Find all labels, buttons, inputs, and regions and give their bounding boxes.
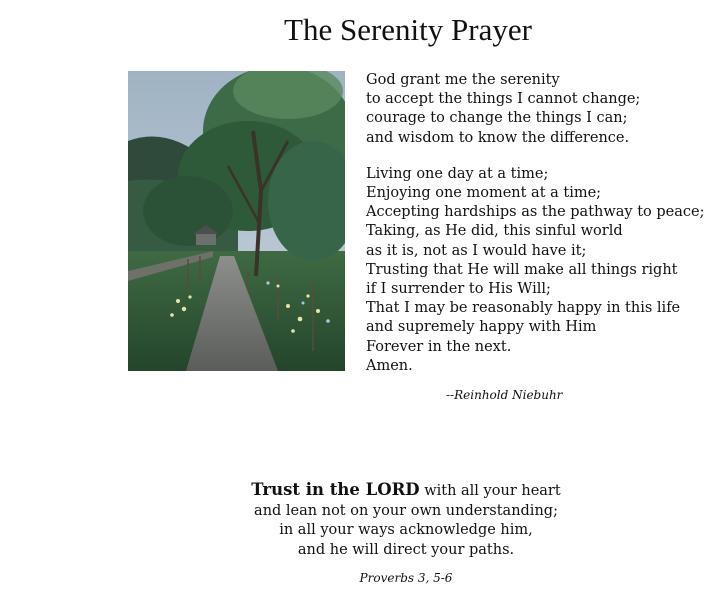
prayer-line: if I surrender to His Will; <box>366 281 551 298</box>
prayer-line: That I may be reasonably happy in this life <box>366 300 681 317</box>
prayer-text <box>366 71 706 376</box>
prayer-stanza-2 <box>366 165 706 376</box>
prayer-line: Enjoying one moment at a time; <box>366 185 602 202</box>
prayer-line: as it is, not as I would have it; <box>366 242 587 259</box>
prayer-line: to accept the things I cannot change; <box>366 91 641 108</box>
prayer-line: Taking, as He did, this sinful world <box>366 223 623 240</box>
prayer-stanza-1 <box>366 71 706 148</box>
verse-line-4: and he will direct your paths. <box>297 541 515 558</box>
country-path-photo <box>128 71 345 371</box>
prayer-line: and wisdom to know the difference. <box>366 129 630 146</box>
country-path-illustration <box>128 71 345 371</box>
prayer-line: Living one day at a time; <box>366 165 549 182</box>
prayer-line: God grant me the serenity <box>366 72 560 88</box>
prayer-line: courage to change the things I can; <box>366 110 628 127</box>
verse-line-2: and lean not on your own understanding; <box>254 502 558 519</box>
verse-reference: Proverbs 3, 5-6 <box>359 571 453 585</box>
prayer-author: --Reinhold Niebuhr <box>446 388 563 402</box>
page-title: The Serenity Prayer <box>284 12 532 47</box>
prayer-line: and supremely happy with Him <box>366 319 597 336</box>
verse-line-3: in all your ways acknowledge him, <box>279 522 533 538</box>
prayer-line: Trusting that He will make all things right <box>366 261 678 278</box>
verse-line-1 <box>200 480 612 502</box>
prayer-line: Amen. <box>366 357 413 374</box>
bible-verse <box>200 480 612 560</box>
verse-line-1-rest: with all your heart <box>419 483 561 499</box>
prayer-line: Forever in the next. <box>366 338 512 355</box>
verse-lead: Trust in the LORD <box>251 480 420 499</box>
prayer-line: Accepting hardships as the pathway to peace; <box>366 204 705 221</box>
